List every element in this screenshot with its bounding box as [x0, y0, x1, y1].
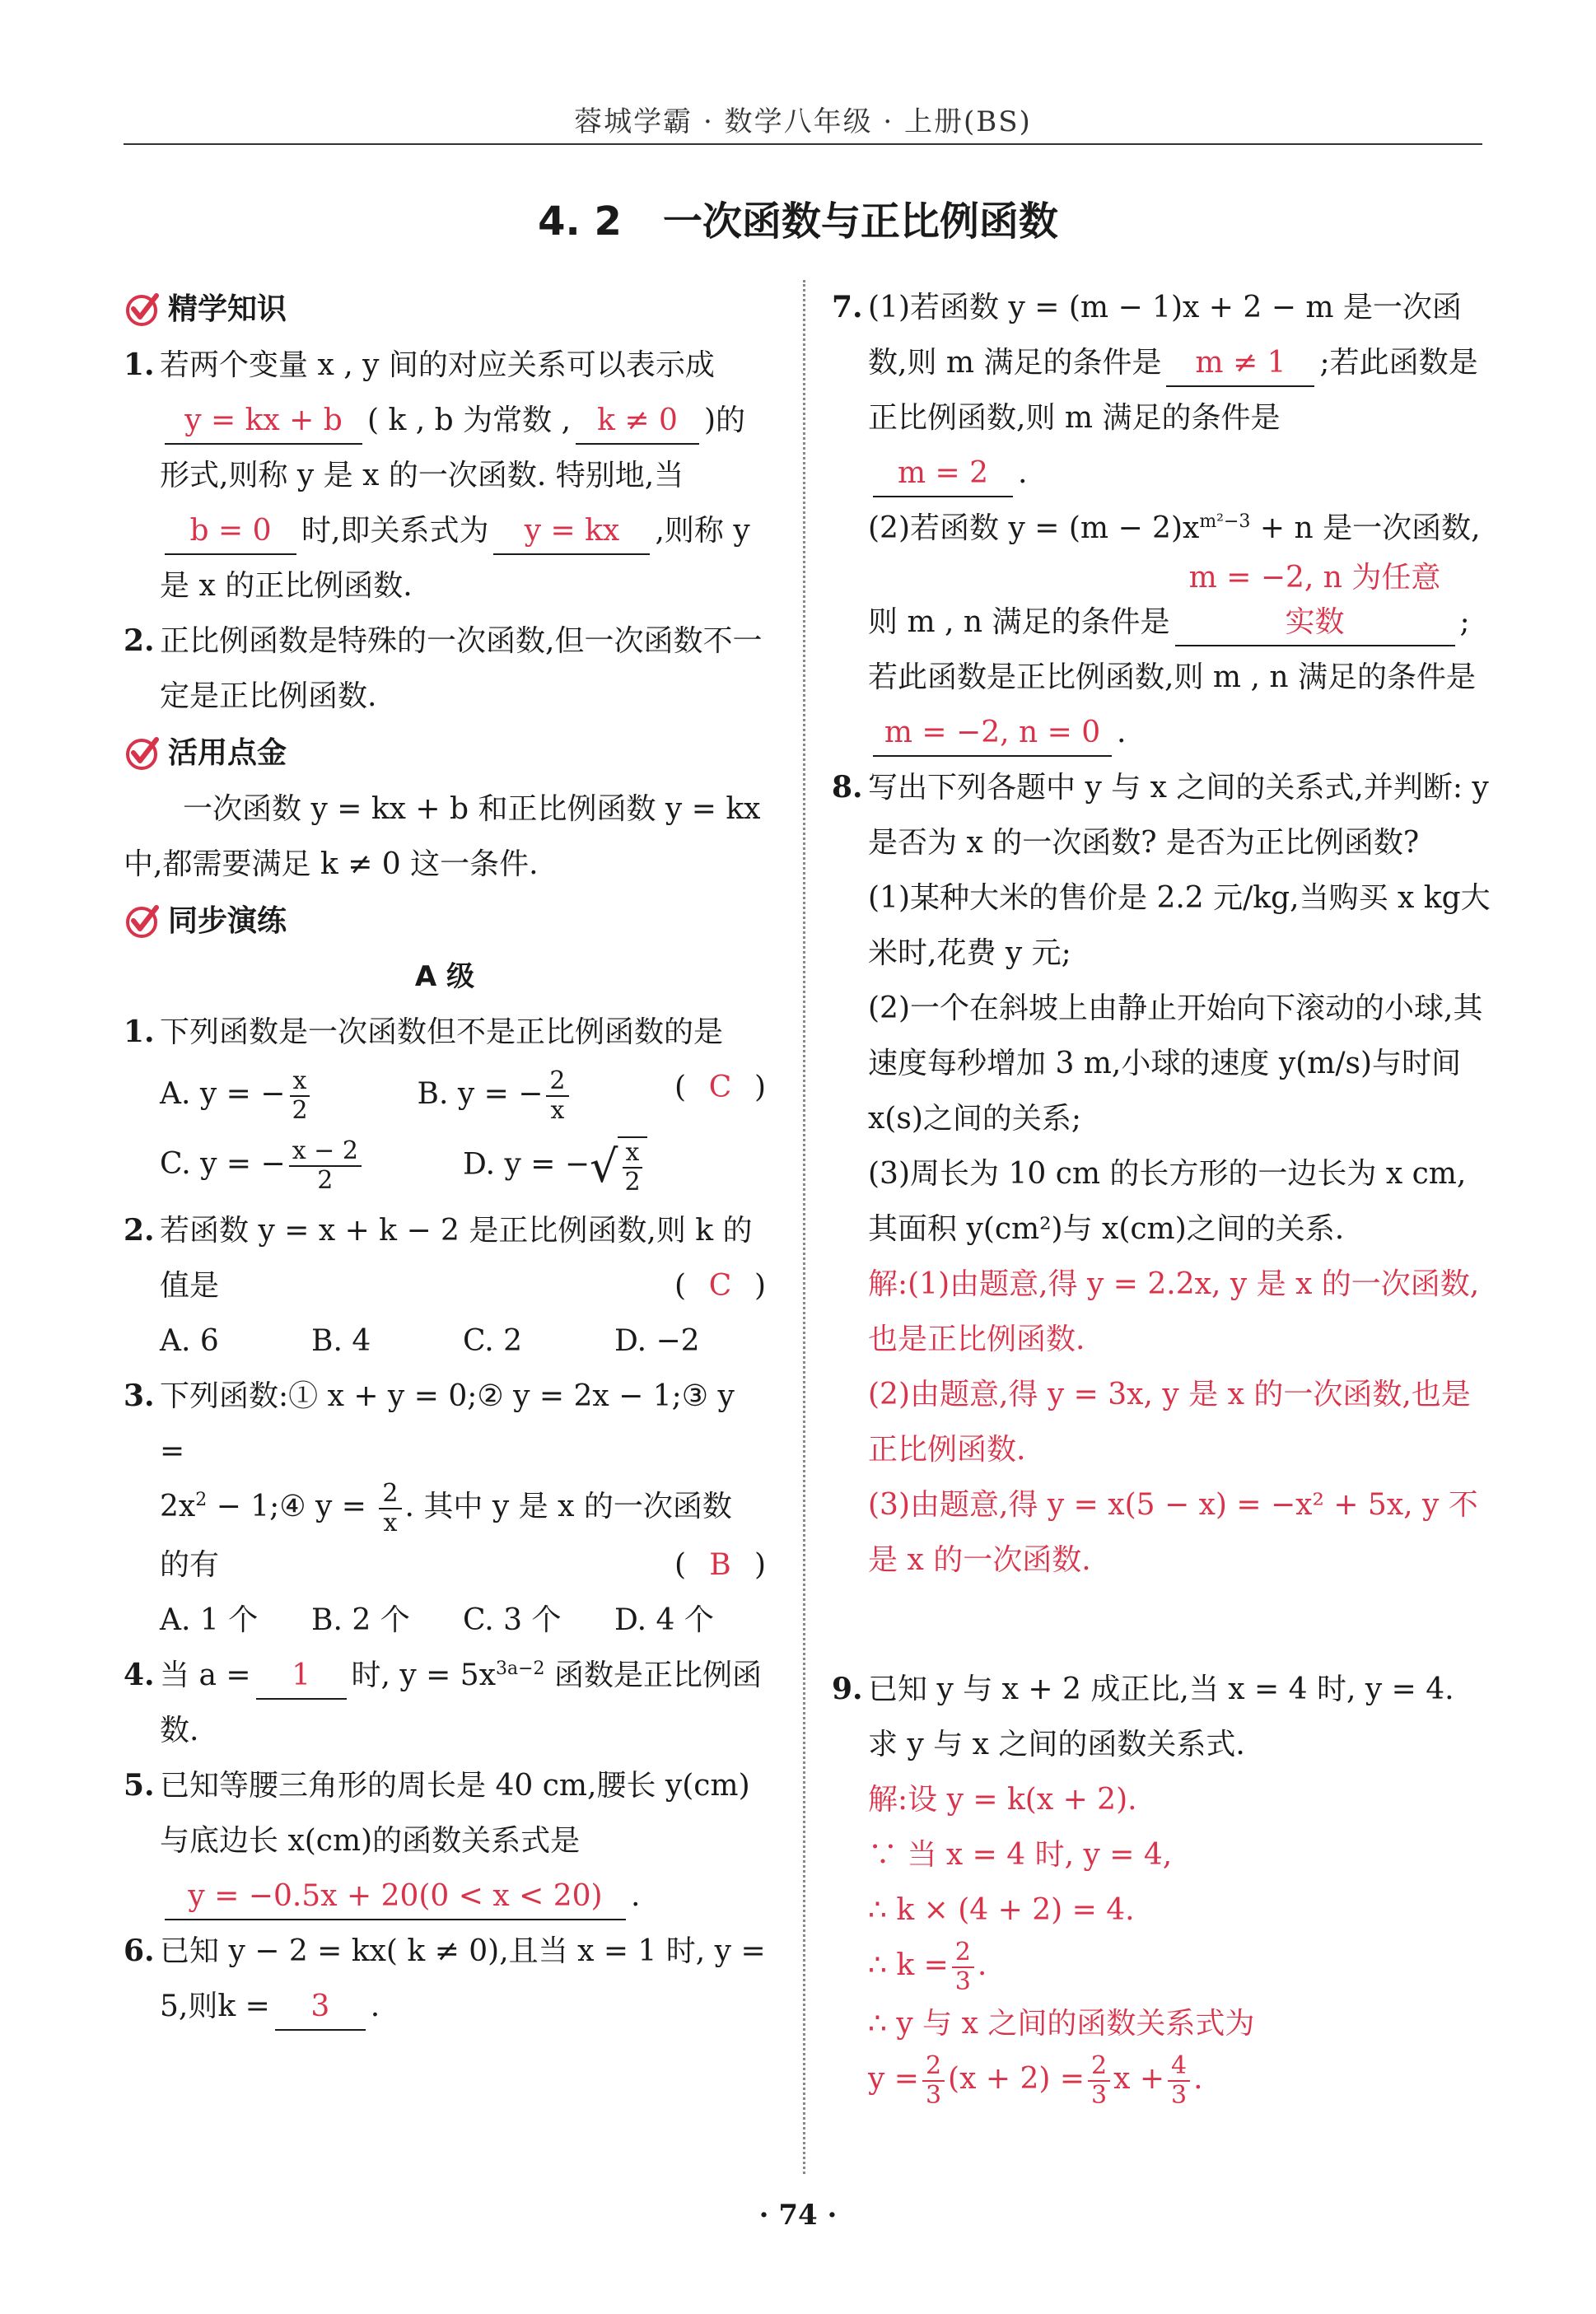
option-d: D. 4 个: [614, 1603, 714, 1637]
denominator: x: [550, 1096, 565, 1125]
tip-text: 一次函数 y = kx + b 和正比例函数 y = kx 中,都需要满足 k ≠ 0 这一条件.: [124, 792, 761, 881]
option-d: [463, 1136, 766, 1197]
option-b: [418, 1066, 675, 1125]
left-column: [124, 280, 766, 2034]
knowledge-item-2: [124, 613, 766, 724]
option-a: [160, 1066, 418, 1125]
exercise-2: [124, 1203, 766, 1369]
section-head-label: 精学知识: [168, 292, 287, 326]
question-text: 已知等腰三角形的周长是 40 cm,腰长 y(cm)与底边长 x(cm)的函数关系式是: [160, 1769, 750, 1858]
question-number: 5.: [124, 1768, 155, 1803]
section-title-text: 一次函数与正比例函数: [662, 198, 1058, 245]
option-d: D. −2: [614, 1324, 700, 1358]
check-mark-icon: [124, 291, 160, 327]
numerator: 2: [1088, 2052, 1110, 2082]
section-number: 4. 2: [538, 198, 622, 245]
solution-line: ∴ k × (4 + 2) = 4.: [868, 1893, 1135, 1927]
fraction: [1088, 2052, 1110, 2110]
question-number: 6.: [124, 1934, 155, 1968]
question-text: 写出下列各题中 y 与 x 之间的关系式,并判断: y 是否为 x 的一次函数? 是否为正比例函数?: [868, 771, 1489, 860]
question-text: 已知 y − 2 = kx( k ≠ 0),且当 x = 1 时, y = 5,则k =: [160, 1934, 766, 2023]
question-text: (2)若函数 y = (m − 2)x: [868, 511, 1200, 545]
knowledge-item-1: [124, 338, 766, 613]
answer-blank: y = kx: [493, 509, 650, 555]
solution-line: 解:设 y = k(x + 2).: [868, 1783, 1137, 1817]
numerator: x: [623, 1139, 643, 1169]
question-number: 3.: [124, 1379, 155, 1413]
exercise-7-part-2: [868, 501, 1491, 760]
denominator: 3: [1091, 2081, 1108, 2110]
question-text: − 1;④ y =: [207, 1490, 376, 1523]
question-text: ;若此函数是正比例函数,则 m , n 满足的条件是: [868, 605, 1476, 694]
question-text: ,则称 y 是 x 的正比例函数.: [160, 514, 750, 603]
denominator: x: [383, 1509, 398, 1537]
options: [160, 1313, 766, 1369]
denominator: 3: [1171, 2081, 1188, 2110]
choice-answer: C: [708, 1269, 732, 1303]
answer-blank: m = 2: [873, 451, 1013, 497]
numerator: x: [290, 1067, 310, 1097]
option-label: C. y = −: [160, 1147, 286, 1181]
denominator: 3: [925, 2081, 942, 2110]
options: [160, 1593, 766, 1648]
question-number: 4.: [124, 1658, 155, 1692]
question-text: 若函数 y = x + k − 2 是正比例函数,则 k 的值是: [160, 1214, 753, 1303]
radicand: [618, 1136, 646, 1197]
solution-line: (3)由题意,得 y = x(5 − x) = −x² + 5x, y 不是 x 的一次函数.: [868, 1488, 1478, 1577]
answer-paren: ( C ): [674, 1060, 766, 1115]
solution-text: .: [1193, 2062, 1203, 2096]
question-text: . 其中 y 是 x 的一次函数: [404, 1490, 732, 1523]
fraction: [288, 1067, 310, 1125]
answer-blank: m = −2, n 为任意实数: [1175, 556, 1455, 646]
check-mark-icon: [124, 903, 160, 939]
solution-text: (x + 2) =: [948, 2062, 1085, 2096]
answer-blank: y = kx + b: [165, 399, 362, 445]
question-text: 时,即关系式为: [301, 514, 489, 548]
denominator: 2: [292, 1096, 308, 1125]
question-text: 时, y = 5x: [351, 1659, 496, 1692]
question-text: 下列函数:① x + y = 0;② y = 2x − 1;③ y =: [160, 1379, 735, 1468]
section-head-huoyong: [124, 724, 766, 781]
solution-line: (2)由题意,得 y = 3x, y 是 x 的一次函数,也是正比例函数.: [868, 1378, 1471, 1467]
fraction: [546, 1067, 568, 1125]
exercise-5: [124, 1758, 766, 1924]
spacer: [832, 1588, 1491, 1662]
question-text: + n 是一次函数,则 m , n 满足的条件是: [868, 511, 1481, 639]
answer-blank: y = −0.5x + 20(0 < x < 20): [165, 1874, 626, 1920]
answer-blank: k ≠ 0: [576, 399, 699, 445]
option-c: C. 2: [463, 1324, 523, 1358]
question-number: 2.: [124, 623, 155, 658]
option-label: D. y = −: [463, 1147, 590, 1182]
solution-text: ∴ k =: [868, 1948, 949, 1982]
option-a: A. 6: [160, 1324, 219, 1358]
numerator: 2: [546, 1067, 568, 1097]
exercise-9: [832, 1662, 1491, 2110]
radical-sign: √: [590, 1140, 618, 1192]
choice-answer: C: [708, 1071, 732, 1104]
fraction: [1168, 2052, 1190, 2110]
fraction: [952, 1938, 974, 1996]
question-number: 8.: [832, 770, 863, 805]
answer-blank: m = −2, n = 0: [873, 711, 1112, 757]
exercise-6: [124, 1924, 766, 2034]
question-number: 2.: [124, 1213, 155, 1248]
fraction: [621, 1139, 643, 1197]
question-text: 下列函数是一次函数但不是正比例函数的是: [160, 1015, 724, 1049]
options: [160, 1066, 674, 1125]
solution-text: x +: [1113, 2062, 1165, 2096]
option-b: B. 2 个: [311, 1603, 410, 1637]
solution-text: y =: [868, 2062, 919, 2096]
option-c: C. 3 个: [463, 1603, 562, 1637]
fraction: [922, 2052, 945, 2110]
options: [160, 1136, 766, 1197]
running-header: 蓉城学霸 · 数学八年级 · 上册(BS): [124, 91, 1482, 145]
denominator: 3: [954, 1967, 971, 1996]
question-text: ;若此函数是正比例函数,则 m 满足的条件是: [868, 346, 1478, 435]
question-part: (2)一个在斜坡上由静止开始向下滚动的小球,其速度每秒增加 3 m,小球的速度 y(m/s)与时间 x(s)之间的关系;: [868, 991, 1483, 1136]
answer-blank: 3: [275, 1985, 366, 2031]
solution-line: ∴ y 与 x 之间的函数关系式为: [868, 2007, 1255, 2041]
section-head-label: 活用点金: [168, 735, 287, 770]
option-b: B. 4: [311, 1324, 371, 1358]
level-heading: A 级: [414, 960, 475, 993]
question-text: .: [631, 1879, 641, 1913]
exponent: 3a−2: [496, 1659, 545, 1679]
solution-line: ∵ 当 x = 4 时, y = 4,: [868, 1838, 1173, 1872]
solution-line: 解:(1)由题意,得 y = 2.2x, y 是 x 的一次函数,也是正比例函数.: [868, 1267, 1480, 1356]
section-head-label: 同步演练: [168, 903, 287, 938]
exercise-3: [124, 1369, 766, 1648]
exercise-8: [832, 760, 1491, 1588]
option-a: A. 1 个: [160, 1603, 259, 1637]
section-head-jingxue: [124, 280, 766, 338]
question-text: ( k , b 为常数 ,: [367, 404, 572, 437]
check-mark-icon: [124, 735, 160, 771]
page-number: · 74 ·: [758, 2199, 838, 2232]
question-text: 当 a =: [160, 1659, 251, 1692]
numerator: 4: [1168, 2052, 1190, 2082]
exercise-4: [124, 1648, 766, 1758]
question-text: .: [370, 1990, 380, 2023]
exercise-7: [832, 280, 1491, 760]
question-text: 函数是正比例函数.: [160, 1659, 762, 1747]
fraction: [289, 1137, 362, 1195]
answer-blank: m ≠ 1: [1166, 341, 1314, 387]
denominator: 2: [317, 1166, 334, 1195]
question-part: (3)周长为 10 cm 的长方形的一边长为 x cm,其面积 y(cm²)与 x(cm)之间的关系.: [868, 1157, 1467, 1246]
choice-answer: B: [709, 1548, 731, 1582]
option-label: B. y = −: [417, 1077, 544, 1111]
square-root: [590, 1136, 647, 1197]
column-divider: [803, 280, 805, 2174]
numerator: 2: [922, 2052, 945, 2082]
question-number: 1.: [124, 1015, 155, 1049]
question-number: 1.: [124, 348, 155, 382]
exercise-7-part-1: [868, 280, 1491, 501]
option-c: [160, 1136, 463, 1197]
question-number: 9.: [832, 1672, 863, 1706]
answer-paren: ( B ): [674, 1537, 766, 1593]
exponent: 2: [195, 1490, 208, 1510]
answer-blank: 1: [256, 1654, 347, 1700]
answer-blank: b = 0: [165, 509, 296, 555]
solution-line: [868, 1938, 1491, 1996]
solution-line: [868, 2051, 1491, 2110]
option-label: A. y = −: [160, 1077, 286, 1111]
section-title: [0, 189, 1596, 246]
numerator: 2: [379, 1480, 401, 1509]
answer-paren: ( C ): [674, 1258, 766, 1313]
question-text: 2x: [160, 1490, 196, 1523]
exercise-1: [124, 1005, 766, 1197]
right-column: [832, 280, 1491, 2110]
question-part: (1)某种大米的售价是 2.2 元/kg,当购买 x kg大米时,花费 y 元;: [868, 881, 1491, 970]
denominator: 2: [624, 1168, 641, 1197]
numerator: x − 2: [289, 1137, 362, 1167]
question-number: 7.: [832, 290, 863, 324]
question-text: 若两个变量 x , y 间的对应关系可以表示成: [160, 348, 715, 382]
question-text: .: [1018, 456, 1028, 490]
question-text: )的形式,则称 y 是 x 的一次函数. 特别地,当: [160, 404, 746, 492]
question-text: (1)若函数 y = (m − 1)x + 2 − m 是一次函数,则 m 满足的条件是: [868, 291, 1462, 380]
question-text: .: [1117, 716, 1127, 749]
question-text: 的有: [160, 1548, 220, 1582]
section-head-tongbu: [124, 892, 766, 949]
numerator: 2: [952, 1938, 974, 1968]
exponent: m²−3: [1199, 511, 1251, 532]
question-text: 正比例函数是特殊的一次函数,但一次函数不一定是正比例函数.: [160, 624, 763, 713]
question-text: 已知 y 与 x + 2 成正比,当 x = 4 时, y = 4. 求 y 与 x 之间的函数关系式.: [868, 1673, 1454, 1761]
fraction: [379, 1480, 401, 1537]
solution-text: .: [977, 1948, 987, 1982]
